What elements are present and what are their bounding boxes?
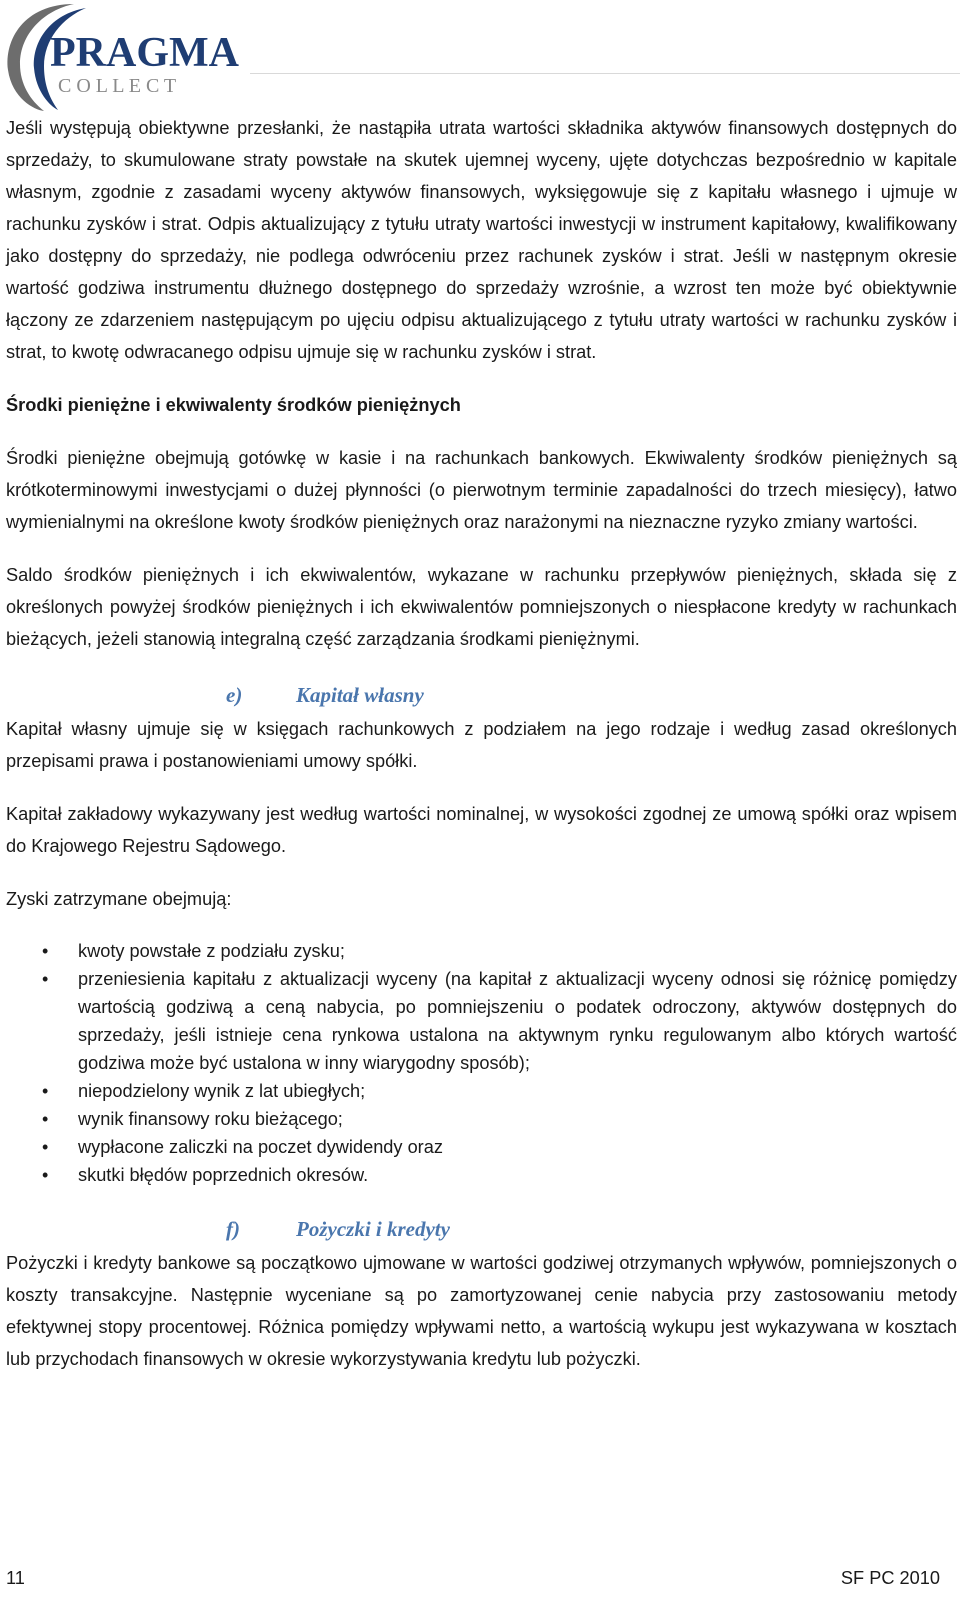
section-title: Kapitał własny xyxy=(296,683,424,707)
paragraph-retained-earnings-intro: Zyski zatrzymane obejmują: xyxy=(6,889,232,909)
bullet-icon: • xyxy=(42,969,49,989)
logo-wordmark: PRAGMA xyxy=(50,30,239,76)
bullet-icon: • xyxy=(42,1081,49,1101)
retained-earnings-list xyxy=(6,937,957,1189)
page-header xyxy=(0,0,960,110)
paragraph-cash-definition: Środki pieniężne obejmują gotówkę w kasie i na rachunkach bankowych. Ekwiwalenty środków pieniężnych są krótkoterminowymi inwestycjami o dużej płynności (o pierwotnym terminie zapadalności do trzech miesięcy), łatwo wymienialnymi na określone kwoty środków pieniężnych oraz narażonymi na nieznaczne ryzyko zmiany wartości. xyxy=(6,448,957,532)
list-item: • przeniesienia kapitału z aktualizacji wyceny (na kapitał z aktualizacji wyceny odnosi się różnicę pomiędzy wartością godziwą a ceną nabycia, po pomniejszeniu o podatek odroczony, aktywów dostępnych do sprzedaży, jeśli istnieje cena rynkowa ustalona na aktywnym rynku regulowanym albo których wartość godziwa może być ustalona w inny wiarygodny sposób); xyxy=(6,965,957,1077)
document-body xyxy=(6,112,957,1375)
list-item: • kwoty powstałe z podziału zysku; xyxy=(6,937,957,965)
paragraph-cash-balance: Saldo środków pieniężnych i ich ekwiwalentów, wykazane w rachunku przepływów pieniężnych, składa się z określonych powyżej środków pieniężnych i ich ekwiwalentów pomniejszonych o niespłacone kredyty w rachunkach bieżących, jeżeli stanowią integralną część zarządzania środkami pieniężnymi. xyxy=(6,565,957,649)
section-title: Pożyczki i kredyty xyxy=(296,1217,450,1241)
bullet-icon: • xyxy=(42,941,49,961)
section-letter: f) xyxy=(226,1217,240,1241)
paragraph-share-capital: Kapitał zakładowy wykazywany jest według wartości nominalnej, w wysokości zgodnej ze umową spółki oraz wpisem do Krajowego Rejestru Sądowego. xyxy=(6,804,957,856)
list-item: • niepodzielony wynik z lat ubiegłych; xyxy=(6,1077,957,1105)
bullet-icon: • xyxy=(42,1109,49,1129)
list-item: • skutki błędów poprzednich okresów. xyxy=(6,1161,957,1189)
bullet-icon: • xyxy=(42,1137,49,1157)
bullet-icon: • xyxy=(42,1165,49,1185)
section-heading-equity xyxy=(6,677,957,713)
section-letter: e) xyxy=(226,683,243,707)
list-item: • wypłacone zaliczki na poczet dywidendy oraz xyxy=(6,1133,957,1161)
logo-subtitle: C O L L E C T xyxy=(58,75,177,97)
list-item: • wynik finansowy roku bieżącego; xyxy=(6,1105,957,1133)
paragraph-impairment: Jeśli występują obiektywne przesłanki, że nastąpiła utrata wartości składnika aktywów finansowych dostępnych do sprzedaży, to skumulowane straty powstałe na skutek ujemnej wyceny, ujęte dotychczas bezpośrednio w kapitale własnym, zgodnie z zasadami wyceny aktywów finansowych, wyksięgowuje się z kapitału własnego i ujmuje w rachunku zysków i strat. Odpis aktualizujący z tytułu utraty wartości inwestycji w instrument kapitałowy, kwalifikowany jako dostępny do sprzedaży, nie podlega odwróceniu przez rachunek zysków i strat. Jeśli w następnym okresie wartość godziwa instrumentu dłużnego dostępnego do sprzedaży wzrośnie, a wzrost ten może być obiektywnie łączony ze zdarzeniem następującym po ujęciu odpisu aktualizującego z tytułu utraty wartości w rachunku zysków i strat, to kwotę odwracanego odpisu ujmuje się w rachunku zysków i strat. xyxy=(6,118,957,362)
document-code: SF PC 2010 xyxy=(840,1568,940,1588)
paragraph-loans: Pożyczki i kredyty bankowe są początkowo ujmowane w wartości godziwej otrzymanych wpływów, pomniejszonych o koszty transakcyjne. Następnie wyceniane są po zamortyzowanej cenie nabycia przy zastosowaniu metody efektywnej stopy procentowej. Różnica pomiędzy wpływami netto, a wartością wykupu jest wykazywana w kosztach lub przychodach finansowych w okresie wykorzystywania kredytu lub pożyczki. xyxy=(6,1253,957,1369)
heading-cash-equivalents: Środki pieniężne i ekwiwalenty środków pieniężnych xyxy=(6,395,461,415)
pragma-collect-logo xyxy=(4,0,244,112)
paragraph-equity-recognition: Kapitał własny ujmuje się w księgach rachunkowych z podziałem na jego rodzaje i według zasad określonych przepisami prawa i postanowieniami umowy spółki. xyxy=(6,719,957,771)
section-heading-loans xyxy=(6,1211,957,1247)
header-divider xyxy=(250,73,960,74)
page-number: 11 xyxy=(6,1568,25,1588)
